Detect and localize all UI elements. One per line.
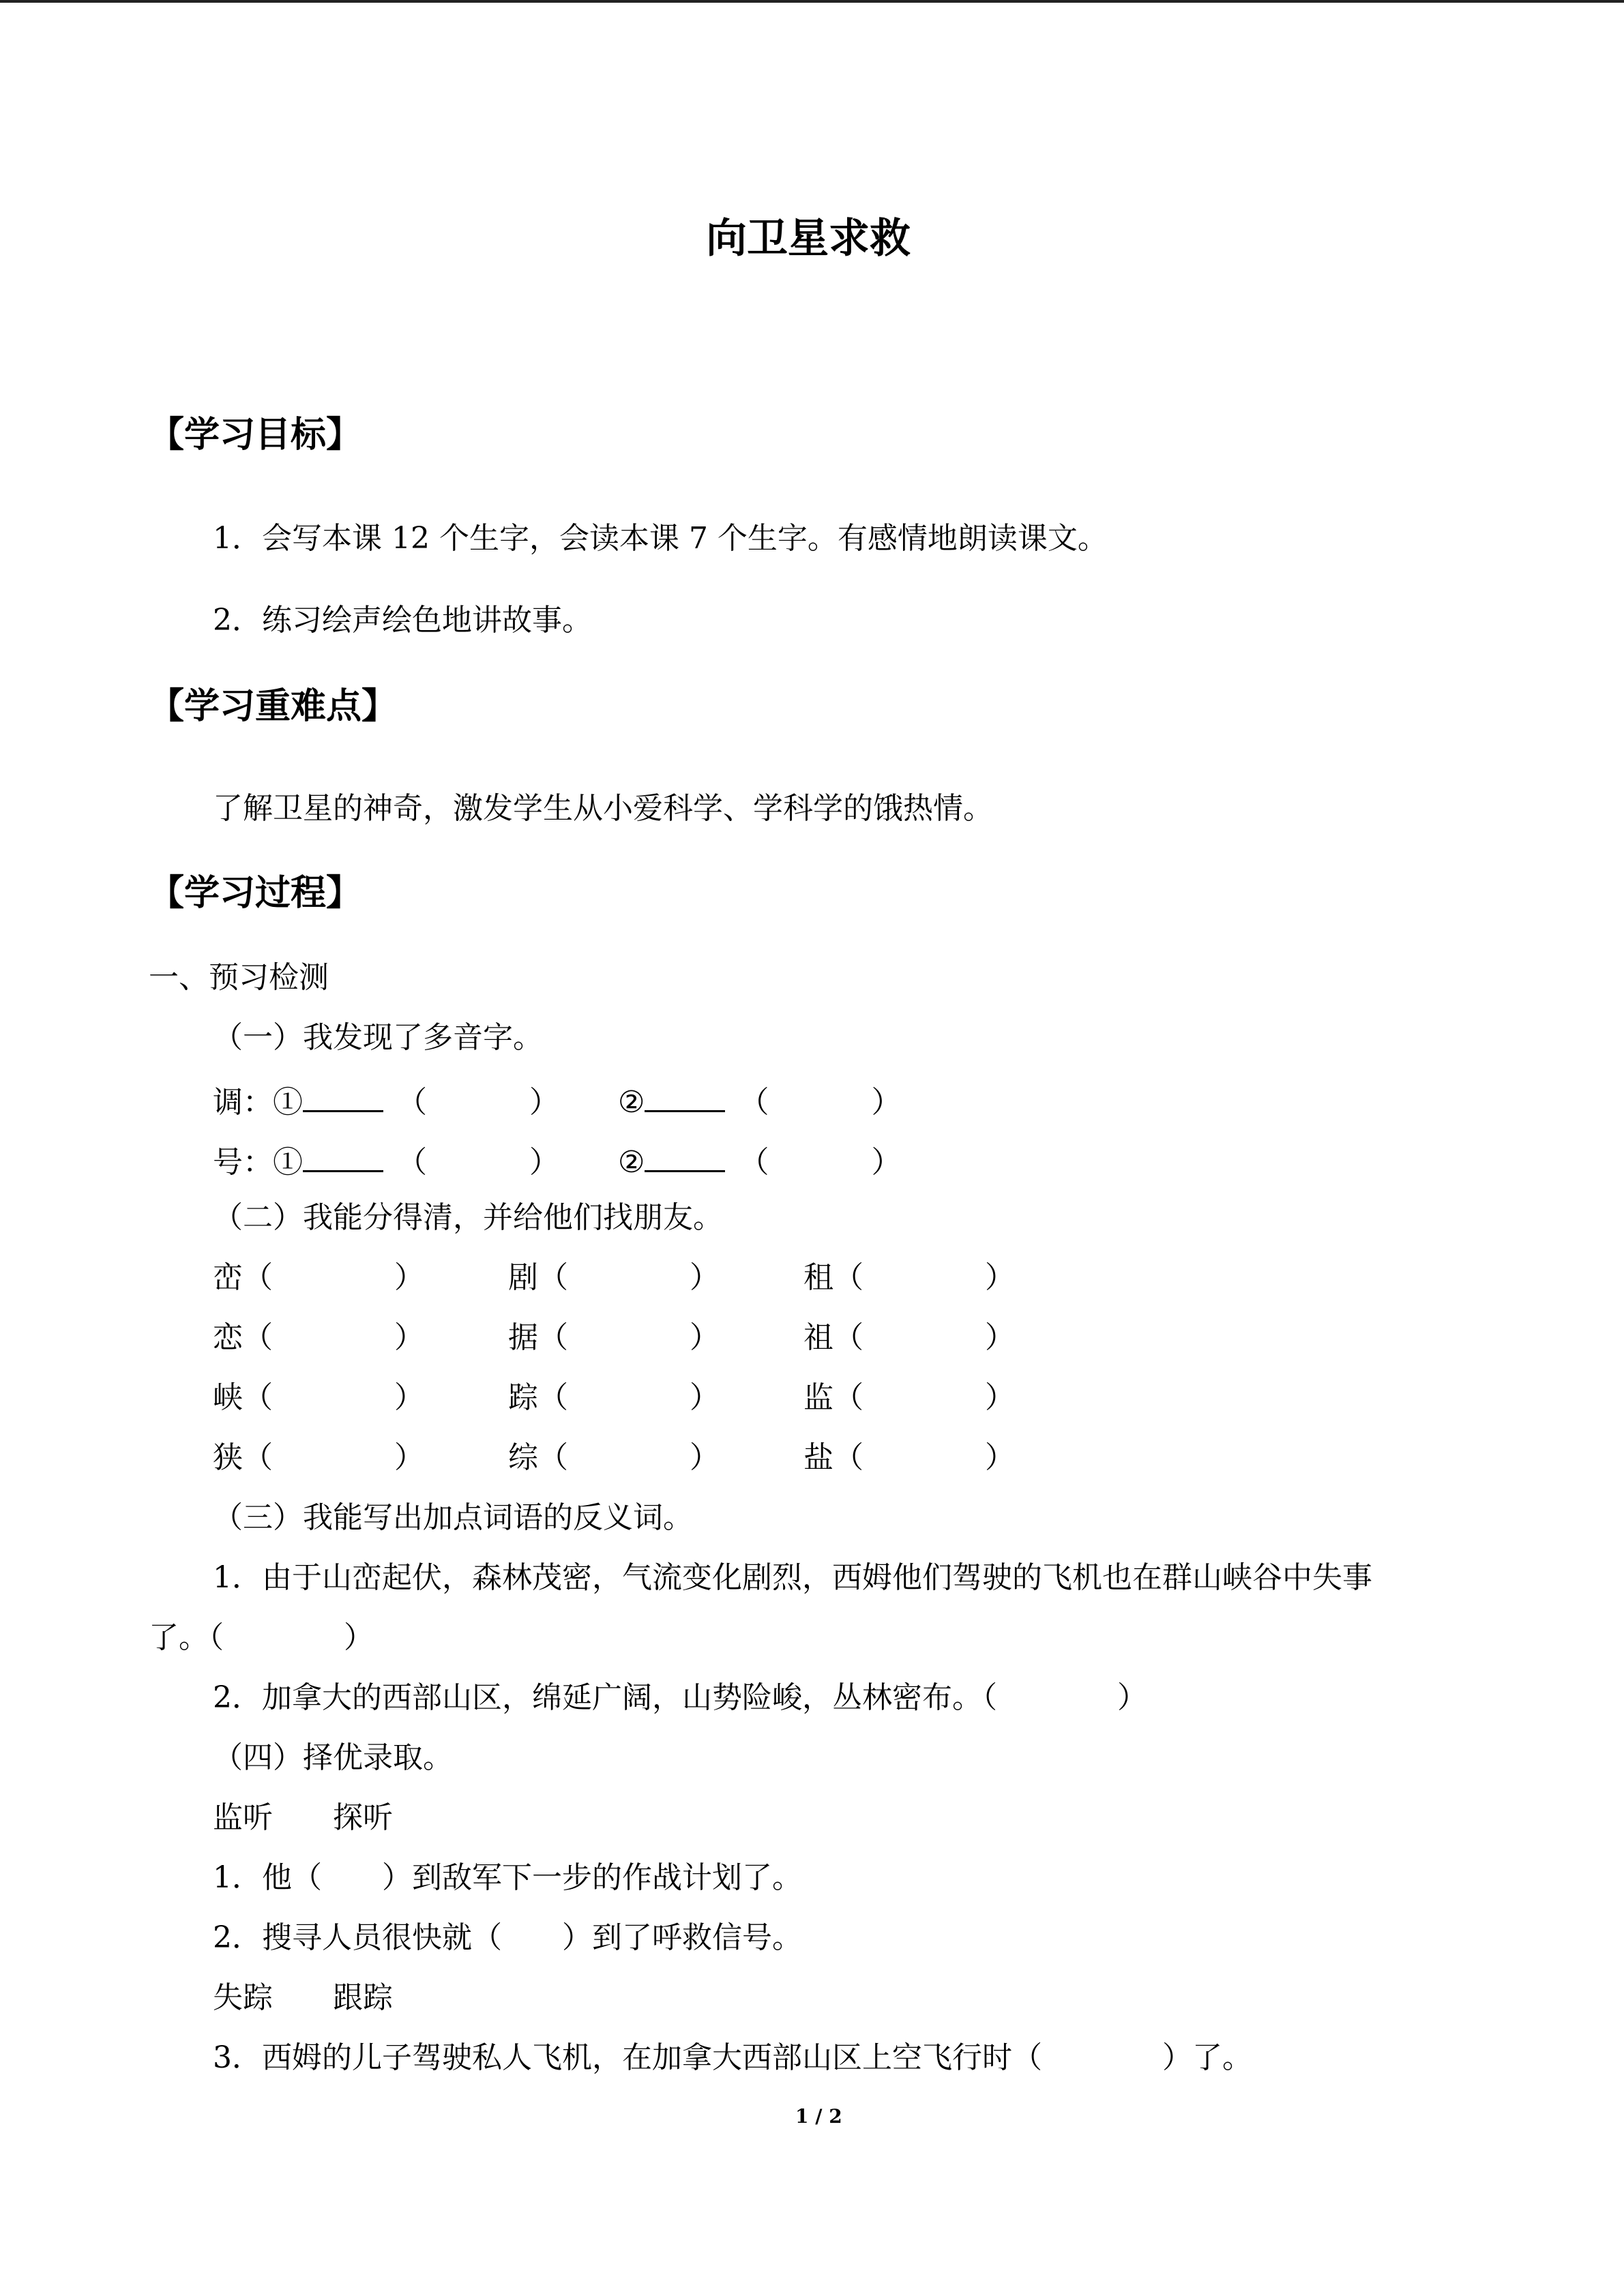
- sub-1-title: （一）我发现了多音字。: [213, 1020, 543, 1055]
- char-item: 据（ ）: [508, 1320, 720, 1355]
- antonym-question-1-line-1: 1．由于山峦起伏，森林茂密，气流变化剧烈，西姆他们驾驶的飞机也在群山峡谷中失事: [213, 1560, 1372, 1595]
- char-item: 综（ ）: [508, 1440, 720, 1475]
- key-points-text: 了解卫星的神奇，激发学生从小爱科学、学科学的饿热情。: [213, 791, 993, 826]
- word-choices-2: 失踪 跟踪: [213, 1980, 393, 2015]
- choice-question-2: 2．搜寻人员很快就（ ）到了呼救信号。: [213, 1920, 802, 1955]
- fill-blank[interactable]: [303, 1083, 383, 1112]
- part-1-title: 一、预习检测: [149, 960, 329, 995]
- circled-number: ②: [618, 1145, 645, 1180]
- choice-question-3: 3．西姆的儿子驾驶私人飞机，在加拿大西部山区上空飞行时（ ）了。: [213, 2040, 1252, 2075]
- top-border: [0, 0, 1624, 3]
- antonym-question-2: 2．加拿大的西部山区，绵延广阔，山势险峻，丛林密布。（ ）: [213, 1680, 1147, 1715]
- sub-2-title: （二）我能分得清，并给他们找朋友。: [213, 1200, 723, 1235]
- fill-blank[interactable]: [645, 1083, 725, 1112]
- objectives-heading: 【学习目标】: [149, 415, 362, 456]
- sub-3-title: （三）我能写出加点词语的反义词。: [213, 1500, 693, 1535]
- char-item: 监（ ）: [803, 1380, 1015, 1415]
- word-choices-1: 监听 探听: [213, 1800, 393, 1835]
- char-item: 祖（ ）: [803, 1320, 1015, 1355]
- char-item: 剧（ ）: [508, 1260, 720, 1295]
- char-item: 狭（ ）: [213, 1440, 424, 1475]
- circled-number: ①: [273, 1145, 303, 1180]
- polyphone-char: 号: [213, 1145, 243, 1180]
- circled-number: ②: [618, 1085, 645, 1120]
- fill-blank[interactable]: [303, 1143, 383, 1172]
- antonym-question-1-line-2: 了。（ ）: [149, 1620, 374, 1655]
- key-points-heading: 【学习重难点】: [149, 686, 398, 727]
- polyphone-row: 号：① （ ） ② （ ）: [213, 1143, 901, 1178]
- fill-blank[interactable]: [645, 1143, 725, 1172]
- char-item: 踪（ ）: [508, 1380, 720, 1415]
- objective-item-1: 1．会写本课 12 个生字，会读本课 7 个生字。有感情地朗读课文。: [213, 521, 1108, 556]
- choice-question-1: 1．他（ ）到敌军下一步的作战计划了。: [213, 1860, 802, 1895]
- char-item: 盐（ ）: [803, 1440, 1015, 1475]
- polyphone-char: 调: [213, 1085, 243, 1120]
- process-heading: 【学习过程】: [149, 873, 362, 914]
- objective-item-2: 2．练习绘声绘色地讲故事。: [213, 603, 592, 638]
- sub-4-title: （四）择优录取。: [213, 1740, 453, 1775]
- char-item: 租（ ）: [803, 1260, 1015, 1295]
- page-title: 向卫星求救: [706, 215, 911, 263]
- char-item: 峦（ ）: [213, 1260, 424, 1295]
- circled-number: ①: [273, 1085, 303, 1120]
- polyphone-row: 调：① （ ） ② （ ）: [213, 1083, 901, 1118]
- char-item: 峡（ ）: [213, 1380, 424, 1415]
- char-item: 恋（ ）: [213, 1320, 424, 1355]
- page-number: 1 / 2: [795, 2105, 842, 2128]
